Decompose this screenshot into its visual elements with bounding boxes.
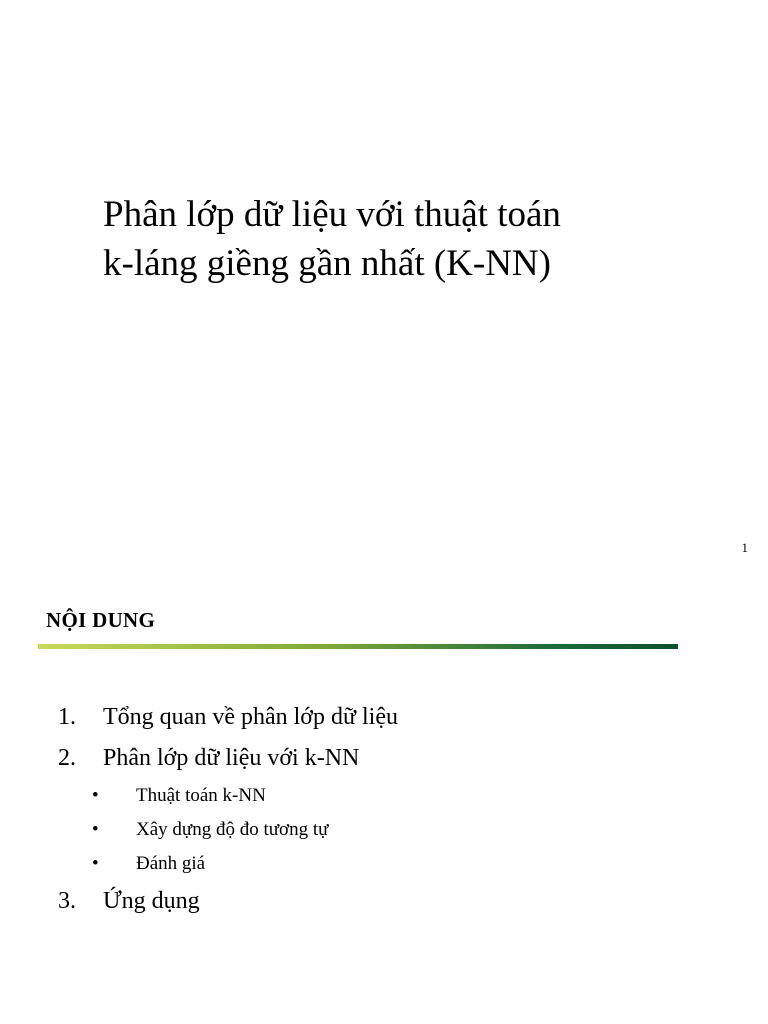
slide-title <box>103 190 561 288</box>
bullet-icon: • <box>92 853 99 874</box>
agenda-subitem-label: Xây dựng độ đo tương tự <box>136 819 329 840</box>
agenda-item-number: 1. <box>58 704 76 730</box>
slide-title-line-1: Phân lớp dữ liệu với thuật toán <box>103 194 561 235</box>
agenda-subitem-label: Đánh giá <box>136 853 206 874</box>
slide-title-line-2: k-láng giềng gần nhất (K-NN) <box>103 243 551 284</box>
bullet-icon: • <box>92 785 99 806</box>
page-number: 1 <box>741 540 748 555</box>
heading-divider <box>38 644 678 649</box>
agenda-item-number: 3. <box>58 888 76 914</box>
section-heading: NỘI DUNG <box>46 608 156 632</box>
agenda-item-label: Tổng quan về phân lớp dữ liệu <box>103 704 398 730</box>
agenda-item-label: Ứng dụng <box>103 888 200 914</box>
contents-slide <box>0 576 768 1024</box>
agenda-item-label: Phân lớp dữ liệu với k-NN <box>103 745 360 771</box>
agenda-subitem-label: Thuật toán k-NN <box>136 785 266 806</box>
agenda-item-number: 2. <box>58 745 76 771</box>
bullet-icon: • <box>92 819 99 840</box>
